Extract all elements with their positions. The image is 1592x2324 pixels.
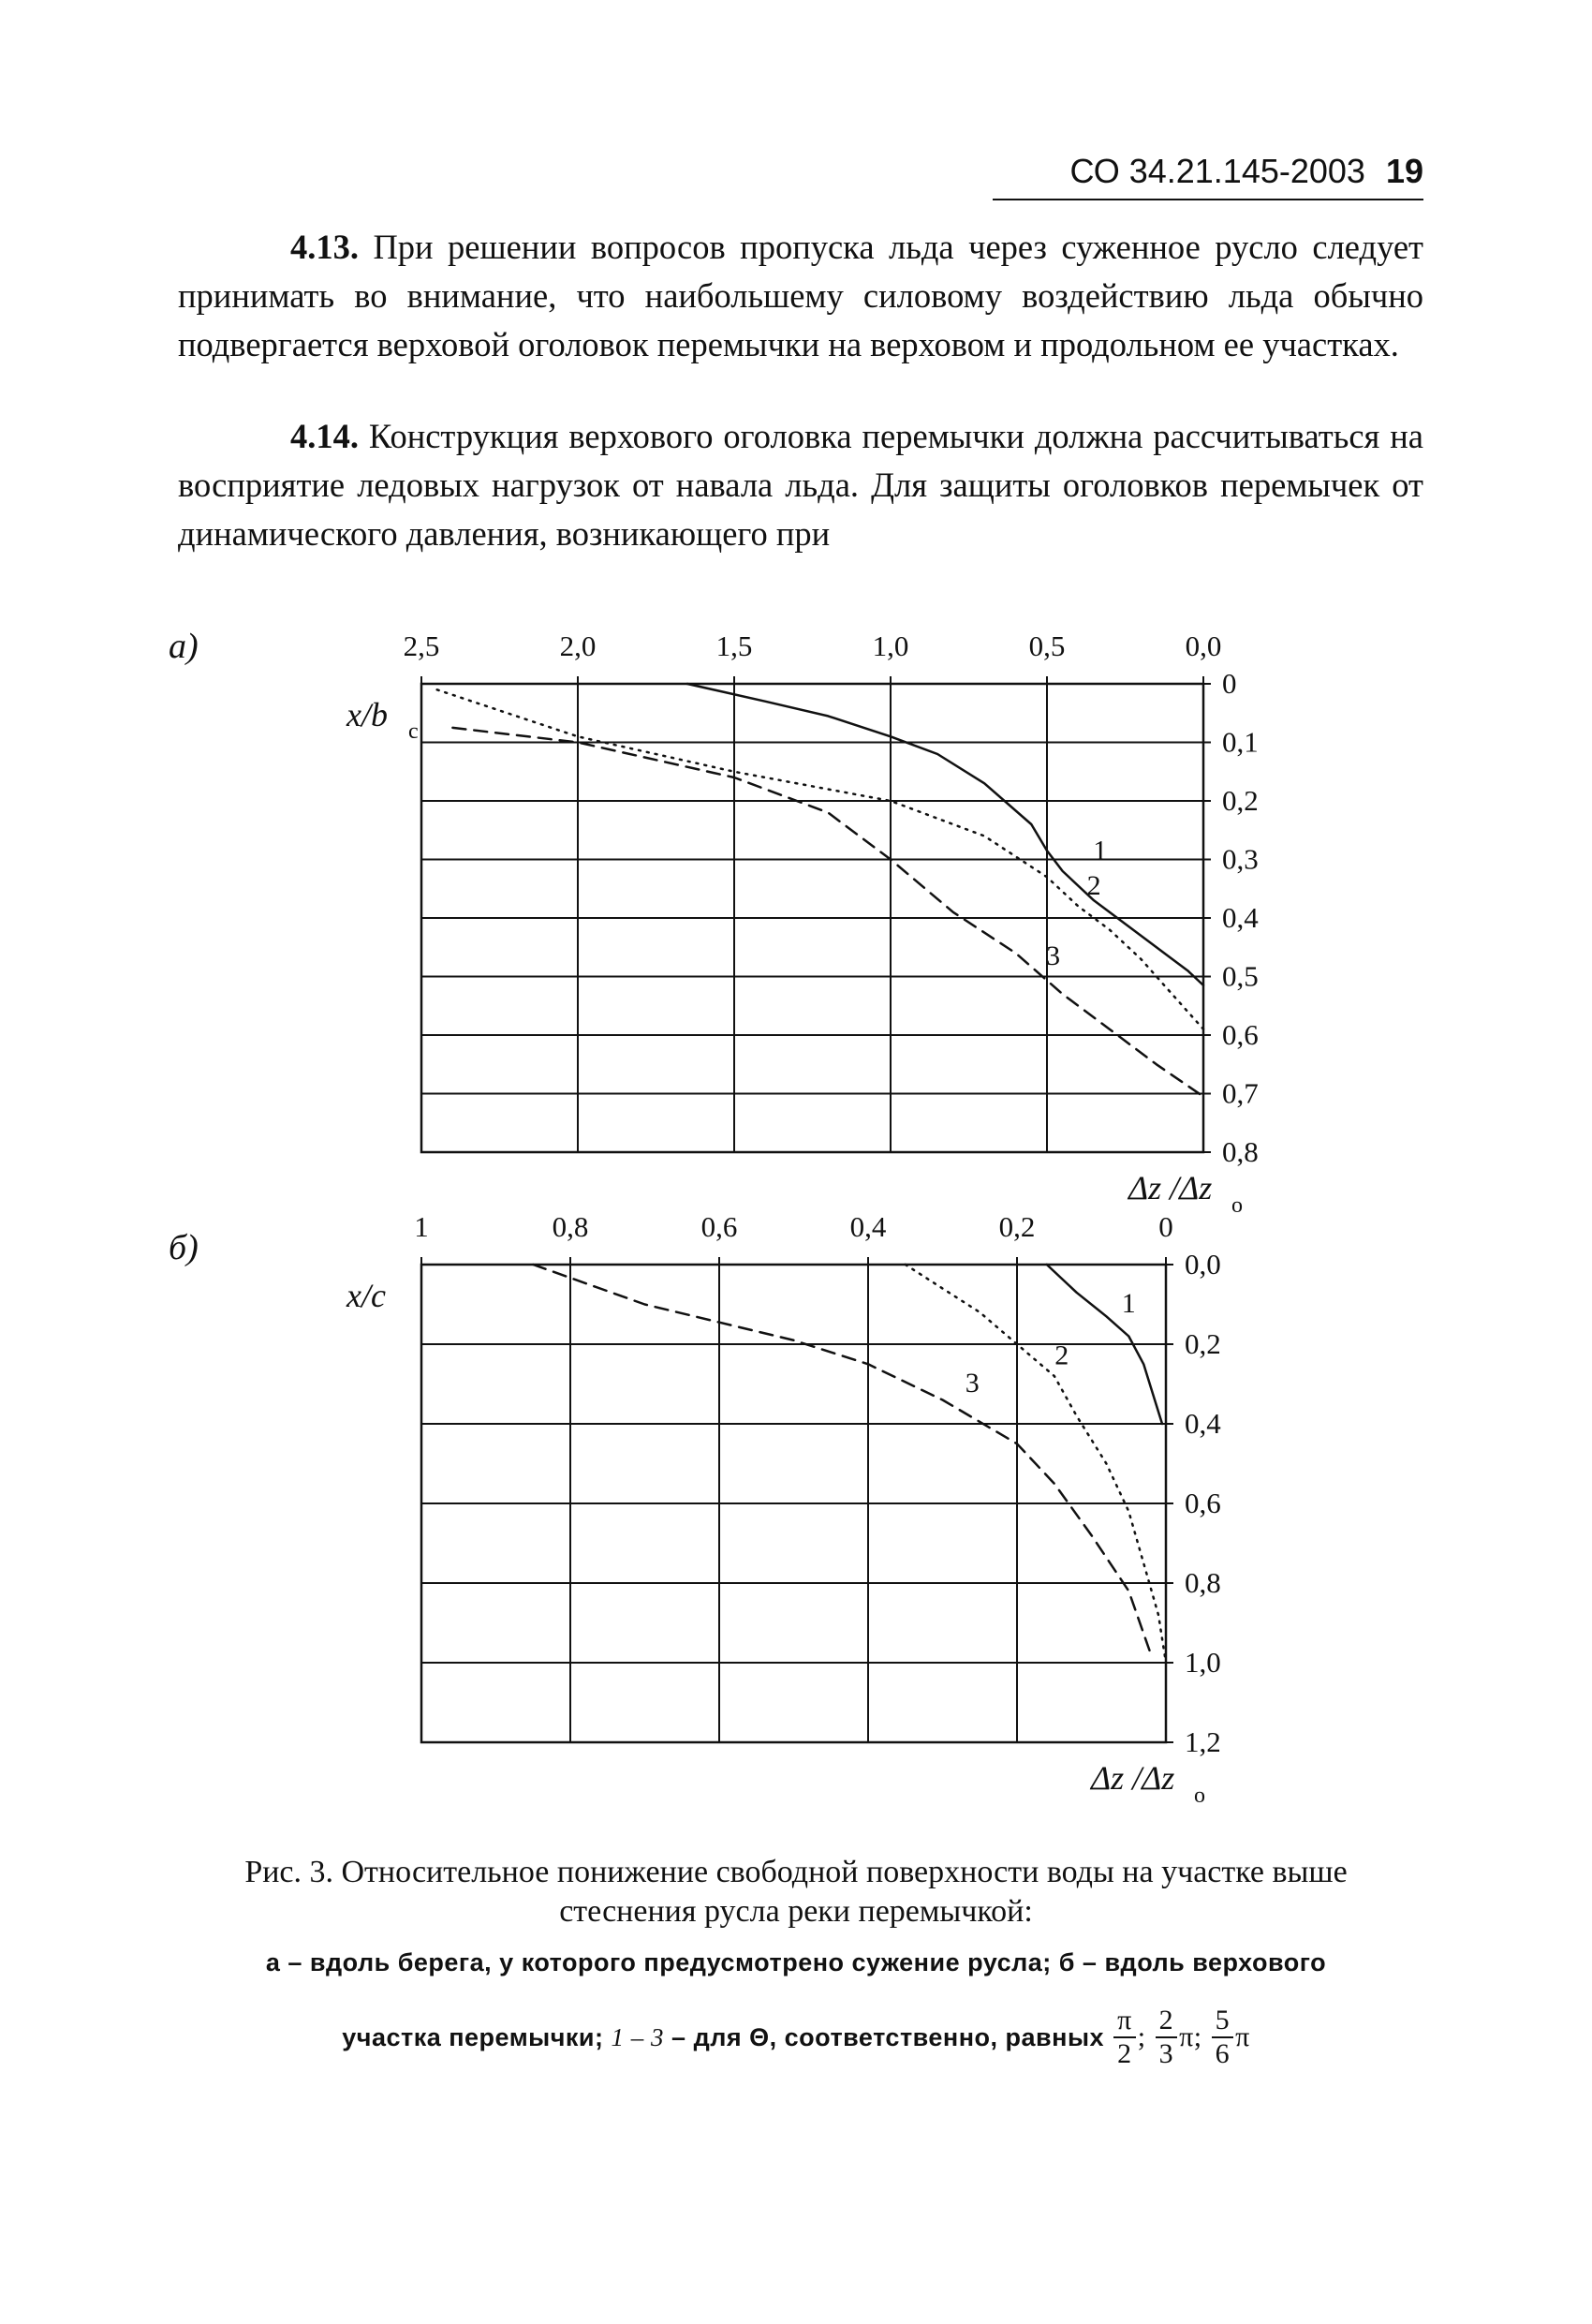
x-tick-label: 1,5 xyxy=(715,629,753,662)
y-tick-label: 0,8 xyxy=(1222,1135,1259,1168)
x-axis-label: Δz /Δz xyxy=(1128,1169,1213,1206)
legend-range: 1 – 3 xyxy=(611,2022,665,2051)
figure-caption xyxy=(169,1853,1423,1932)
paragraph-4-14 xyxy=(178,412,1423,558)
chart-a xyxy=(0,600,1592,1218)
page-number: 19 xyxy=(1385,152,1423,190)
series-line-1 xyxy=(687,684,1203,985)
curve-label-1: 1 xyxy=(1093,835,1108,866)
y-tick-label: 1,2 xyxy=(1185,1725,1221,1758)
x-tick-label: 1 xyxy=(414,1210,429,1243)
y-tick-label: 0,0 xyxy=(1185,1248,1221,1280)
paragraph-4-13 xyxy=(178,223,1423,369)
y-axis-label: x/c xyxy=(346,1277,386,1314)
y-tick-label: 0,2 xyxy=(1222,784,1259,817)
panel-a-label: а) xyxy=(169,627,199,666)
paragraph-number: 4.14. xyxy=(290,417,359,455)
curve-label-3: 3 xyxy=(1046,940,1061,971)
y-axis-label-subscript: с xyxy=(408,719,419,744)
curve-label-2: 2 xyxy=(1086,870,1101,901)
x-tick-label: 0 xyxy=(1158,1210,1173,1243)
caption-line-2: стеснения русла реки перемычкой: xyxy=(559,1894,1033,1929)
x-tick-label: 0,0 xyxy=(1185,629,1222,662)
paragraph-number: 4.13. xyxy=(290,228,359,266)
x-tick-label: 0,8 xyxy=(552,1210,589,1243)
y-tick-label: 0,6 xyxy=(1185,1487,1221,1519)
figure-legend-line-2: участка перемычки; 1 – 3 – для Θ, соответственно, равных $\frac{\pi}{2}$ ; $\frac{2}{3}$ π; $\frac{5}{6}$ π xyxy=(342,2005,1250,2069)
y-tick-label: 0 xyxy=(1222,667,1237,700)
y-tick-label: 0,4 xyxy=(1222,901,1259,934)
series-line-3 xyxy=(452,728,1203,1097)
figure-legend-line-1: а – вдоль берега, у которого предусмотрено сужение русла; б – вдоль верхового xyxy=(265,1948,1327,1976)
y-tick-label: 0,2 xyxy=(1185,1327,1221,1360)
series-line-3 xyxy=(533,1265,1151,1655)
y-tick-label: 0,1 xyxy=(1222,725,1259,759)
x-tick-label: 2,0 xyxy=(559,629,597,662)
document-code: СО 34.21.145-2003 xyxy=(1069,152,1365,190)
y-tick-label: 0,4 xyxy=(1185,1407,1221,1440)
curve-label-2: 2 xyxy=(1054,1340,1069,1371)
legend-prefix: участка перемычки; xyxy=(342,2022,604,2051)
paragraph-text: При решении вопросов пропуска льда через суженное русло следует принимать во внимание, что наибольшему силовому воздействию льда обычно подвергается верховой оголовок перемычки на верховом и продольном ее участках. xyxy=(178,228,1423,363)
fraction-3: $\frac{5}{6}$ xyxy=(1212,2005,1234,2070)
y-axis-label: x/b xyxy=(346,696,388,733)
fraction-2: $\frac{2}{3}$ xyxy=(1156,2005,1178,2070)
y-tick-label: 0,8 xyxy=(1185,1566,1221,1599)
y-tick-label: 1,0 xyxy=(1185,1646,1221,1679)
y-tick-label: 0,5 xyxy=(1222,959,1259,993)
fraction-1: $\frac{\pi}{2}$ xyxy=(1113,2005,1136,2070)
x-tick-label: 0,2 xyxy=(998,1210,1036,1243)
x-tick-label: 2,5 xyxy=(403,629,440,662)
y-tick-label: 0,6 xyxy=(1222,1018,1259,1051)
x-axis-label-subscript: о xyxy=(1231,1193,1243,1218)
panel-b-label: б) xyxy=(169,1228,199,1267)
x-tick-label: 0,5 xyxy=(1028,629,1066,662)
x-axis-label-subscript: о xyxy=(1194,1784,1205,1808)
y-tick-label: 0,7 xyxy=(1222,1076,1259,1110)
x-tick-label: 0,6 xyxy=(700,1210,738,1243)
curve-label-3: 3 xyxy=(965,1368,980,1399)
x-tick-label: 0,4 xyxy=(849,1210,887,1243)
caption-line-1: Рис. 3. Относительное понижение свободной поверхности воды на участке выше xyxy=(244,1855,1348,1889)
chart-b xyxy=(0,1199,1592,1836)
x-axis-label: Δz /Δz xyxy=(1091,1759,1175,1797)
curve-label-1: 1 xyxy=(1121,1288,1136,1319)
legend-mid: – для Θ, соответственно, равных xyxy=(671,2022,1105,2051)
y-tick-label: 0,3 xyxy=(1222,842,1259,876)
page-header xyxy=(993,152,1423,200)
x-tick-label: 1,0 xyxy=(872,629,909,662)
paragraph-text: Конструкция верхового оголовка перемычки должна рассчитываться на восприятие ледовых нагрузок от навала льда. Для защиты оголовков перемычек от динамического давления, возникающего при xyxy=(178,417,1423,553)
